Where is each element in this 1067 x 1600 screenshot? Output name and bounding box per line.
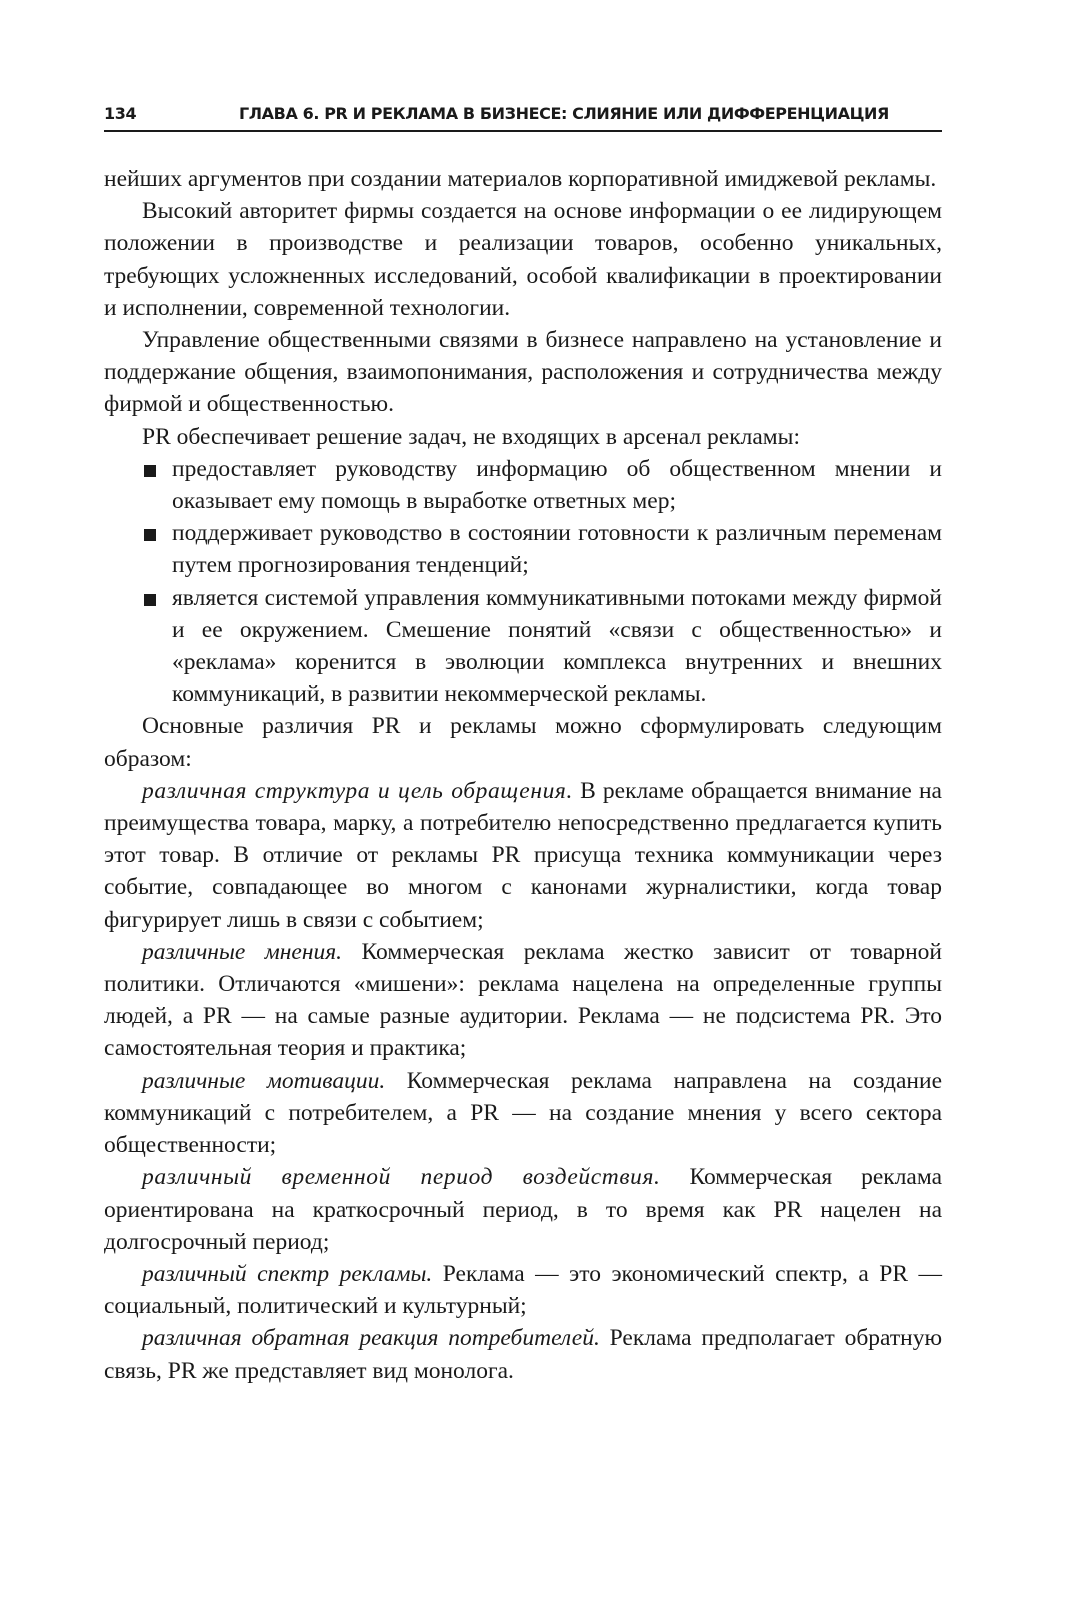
- difference-item: [104, 1065, 942, 1162]
- square-bullet-icon: [144, 594, 156, 606]
- difference-item: [104, 1258, 942, 1322]
- difference-term: различная структура и цель обращения.: [142, 777, 573, 804]
- difference-item: [104, 1161, 942, 1258]
- paragraph-authority: Высокий авторитет фирмы создается на основе информации о ее лидирующем положении в производстве и реализации товаров, особенно уникальных, требующих усложненных исследований, особой квалификации в проектировании и исполнении, современной технологии.: [104, 198, 942, 321]
- running-head: [104, 104, 942, 132]
- difference-term: различные мотивации.: [142, 1067, 386, 1094]
- difference-text: Коммерческая реклама направлена на создание коммуникаций с потребителем, а PR — на создание мнения у всего сектора общественности;: [104, 1067, 942, 1159]
- page-number: 134: [104, 104, 137, 123]
- difference-text: Реклама предполагает обратную связь, PR же представляет вид монолога.: [104, 1325, 942, 1384]
- paragraph-pr-management: Управление общественными связями в бизнесе направлено на установление и поддержание общения, взаимопонимания, расположения и сотрудничества между фирмой и общественностью.: [104, 327, 942, 418]
- list-item-text: является системой управления коммуникативными потоками между фирмой и ее окружением. Смешение понятий «связи с общественностью» и «реклама» коренится в эволюции комплекса внутренних и внешних коммуникаций, в развитии некоммерческой рекламы.: [172, 584, 942, 708]
- list-item: [104, 453, 942, 517]
- square-bullet-icon: [144, 465, 156, 477]
- list-item: [104, 582, 942, 711]
- list-item-text: поддерживает руководство в состоянии готовности к различным переменам путем прогнозирования тенденций;: [172, 520, 942, 579]
- difference-term: различные мнения.: [142, 938, 343, 965]
- list-item: [104, 517, 942, 581]
- list-item-text: предоставляет руководству информацию об общественном мнении и оказывает ему помощь в выработке ответных мер;: [172, 455, 942, 515]
- body-text: [104, 163, 942, 1387]
- chapter-title: ГЛАВА 6. PR И РЕКЛАМА В БИЗНЕСЕ: СЛИЯНИЕ ИЛИ ДИФФЕРЕНЦИАЦИЯ: [239, 104, 889, 123]
- difference-term: различная обратная реакция потребителей.: [142, 1325, 600, 1352]
- square-bullet-icon: [144, 529, 156, 541]
- difference-item: [104, 936, 942, 1065]
- difference-text: В рекламе обращается внимание на преимущества товара, марку, а потребителю непосредственно предлагается купить этот товар. В отличие от рекламы PR присуща техника коммуникации через событие, совпадающее во многом с канонами журналистики, когда товар фигурирует лишь в связи с событием;: [104, 777, 942, 933]
- pr-tasks-list: [104, 453, 942, 711]
- difference-term: различный временной период воздействия.: [142, 1164, 661, 1191]
- difference-text: Коммерческая реклама жестко зависит от товарной политики. Отличаются «мишени»: реклама нацелена на определенные группы людей, а PR — на самые разные аудитории. Реклама — не подсистема PR. Это самостоятельная теория и практика;: [104, 938, 942, 1062]
- difference-text: Коммерческая реклама ориентирована на краткосрочный период, в то время как PR нацелен на долгосрочный период;: [104, 1164, 943, 1255]
- paragraph-continuation: нейших аргументов при создании материалов корпоративной имиджевой рекламы.: [104, 166, 937, 192]
- difference-term: различный спектр рекламы.: [142, 1260, 433, 1287]
- difference-item: [104, 1322, 942, 1386]
- difference-item: [104, 775, 942, 936]
- paragraph-pr-tasks-intro: PR обеспечивает решение задач, не входящих в арсенал рекламы:: [142, 423, 800, 450]
- difference-text: Реклама — это экономический спектр, а PR — социальный, политический и культурный;: [104, 1260, 942, 1320]
- paragraph-differences-intro: Основные различия PR и рекламы можно сформулировать следующим образом:: [104, 713, 942, 772]
